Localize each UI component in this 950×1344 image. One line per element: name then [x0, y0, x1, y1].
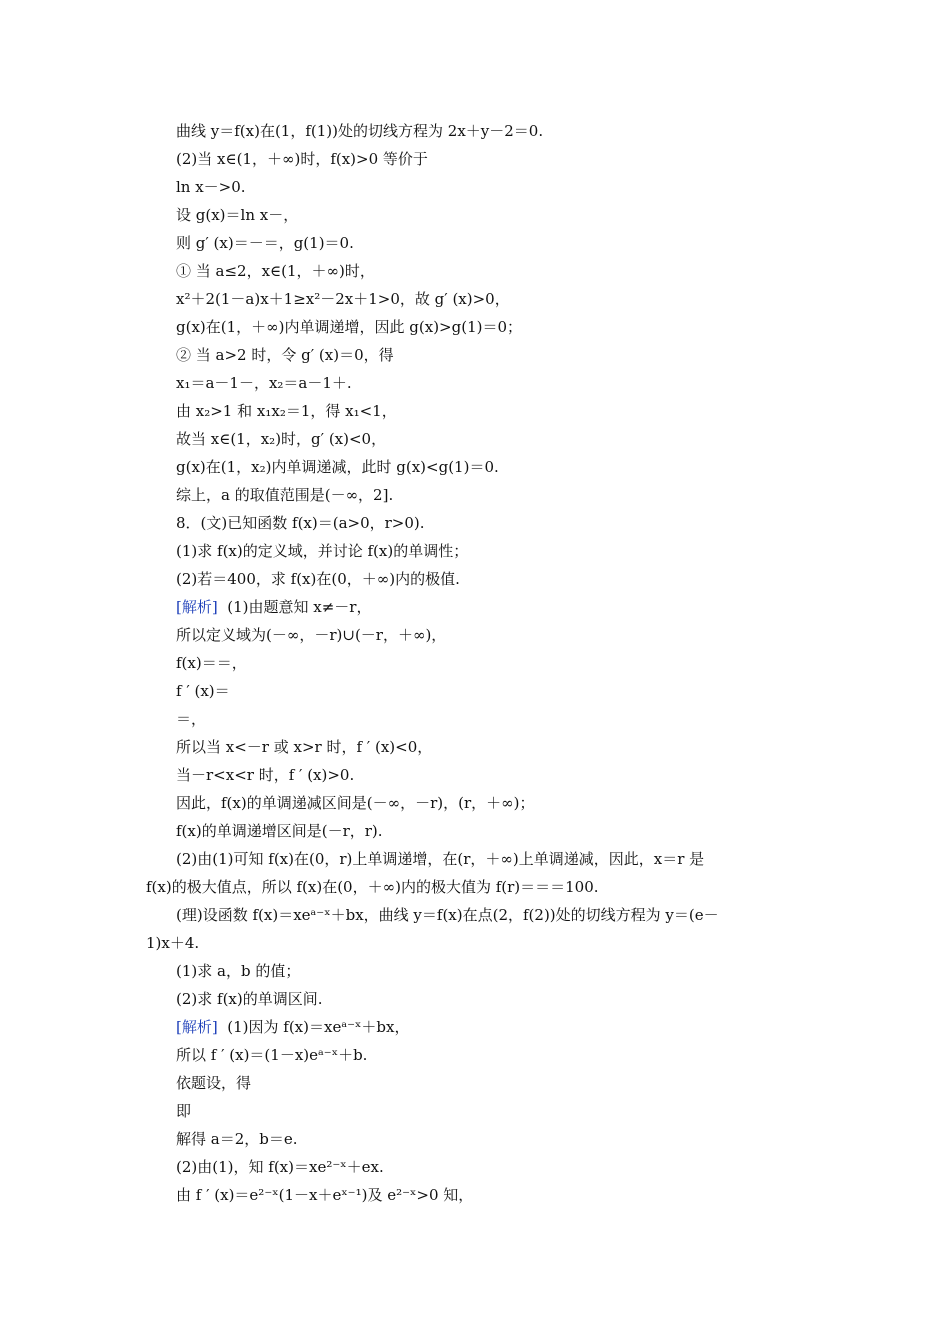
- text-line: ① 当 a≤2，x∈(1，＋∞)时，: [176, 262, 375, 280]
- text-line: f(x)的极大值点，所以 f(x)在(0，＋∞)内的极大值为 f(r)＝＝＝100.: [146, 878, 599, 896]
- text-line: 由 f ′ (x)＝e²⁻ˣ(1－x＋eˣ⁻¹)及 e²⁻ˣ>0 知，: [176, 1186, 474, 1204]
- text-line: (2)由(1)可知 f(x)在(0，r)上单调递增，在(r，＋∞)上单调递减，因此，x＝r 是: [176, 850, 705, 868]
- text-line: ln x－>0.: [176, 178, 246, 196]
- text-line: 曲线 y＝f(x)在(1，f(1))处的切线方程为 2x＋y－2＝0.: [176, 122, 544, 140]
- text-line: 由 x₂>1 和 x₁x₂＝1，得 x₁<1，: [176, 402, 397, 420]
- text-line: (2)由(1)，知 f(x)＝xe²⁻ˣ＋ex.: [176, 1158, 384, 1176]
- text-line: x²＋2(1－a)x＋1≥x²－2x＋1>0，故 g′ (x)>0，: [176, 290, 510, 308]
- text-line: 当－r<x<r 时，f ′ (x)>0.: [176, 766, 355, 784]
- text-line-content: (1)因为 f(x)＝xeᵃ⁻ˣ＋bx，: [227, 1018, 410, 1036]
- text-line: 1)x＋4.: [146, 934, 200, 952]
- text-line: g(x)在(1，x₂)内单调递减，此时 g(x)<g(1)＝0.: [176, 458, 499, 476]
- analysis-tag: [解析]: [176, 1018, 218, 1036]
- text-line: g(x)在(1，＋∞)内单调递增，因此 g(x)>g(1)＝0；: [176, 318, 523, 336]
- text-line: 设 g(x)＝ln x－，: [176, 206, 299, 224]
- text-line: (理)设函数 f(x)＝xeᵃ⁻ˣ＋bx，曲线 y＝f(x)在点(2，f(2))处的切线方程为 y＝(e－: [176, 906, 719, 924]
- text-line: 综上，a 的取值范围是(－∞，2].: [176, 486, 394, 504]
- text-line: 因此，f(x)的单调递减区间是(－∞，－r)，(r，＋∞)；: [176, 794, 535, 812]
- text-line: [176, 1017, 409, 1037]
- text-line: 所以当 x<－r 或 x>r 时，f ′ (x)<0，: [176, 738, 433, 756]
- text-line: 则 g′ (x)＝－＝，g(1)＝0.: [176, 234, 354, 252]
- problem-heading: 8．(文)已知函数 f(x)＝(a>0，r>0).: [176, 514, 425, 532]
- text-line: (1)求 a，b 的值；: [176, 962, 301, 980]
- text-line: (2)若＝400，求 f(x)在(0，＋∞)内的极值.: [176, 570, 460, 588]
- text-line: 故当 x∈(1，x₂)时，g′ (x)<0，: [176, 430, 387, 448]
- text-line: 即: [176, 1102, 192, 1120]
- text-line: [176, 597, 371, 617]
- text-line: (2)当 x∈(1，＋∞)时，f(x)>0 等价于: [176, 150, 428, 168]
- text-line: 依题设，得: [176, 1074, 252, 1092]
- text-line-content: (1)由题意知 x≠－r，: [227, 598, 372, 616]
- text-line: 解得 a＝2，b＝e.: [176, 1130, 298, 1148]
- text-line: 所以定义域为(－∞，－r)∪(－r，＋∞)，: [176, 626, 447, 644]
- text-line: (2)求 f(x)的单调区间.: [176, 990, 323, 1008]
- text-line: ＝，: [176, 710, 207, 728]
- text-line: ② 当 a>2 时，令 g′ (x)＝0，得: [176, 346, 394, 364]
- text-line: f ′ (x)＝: [176, 682, 230, 700]
- analysis-tag: [解析]: [176, 598, 218, 616]
- text-line: 所以 f ′ (x)＝(1－x)eᵃ⁻ˣ＋b.: [176, 1046, 368, 1064]
- text-line: f(x)＝＝，: [176, 654, 247, 672]
- text-line: x₁＝a－1－，x₂＝a－1＋.: [176, 374, 352, 392]
- text-line: f(x)的单调递增区间是(－r，r).: [176, 822, 383, 840]
- text-line: (1)求 f(x)的定义域，并讨论 f(x)的单调性；: [176, 542, 469, 560]
